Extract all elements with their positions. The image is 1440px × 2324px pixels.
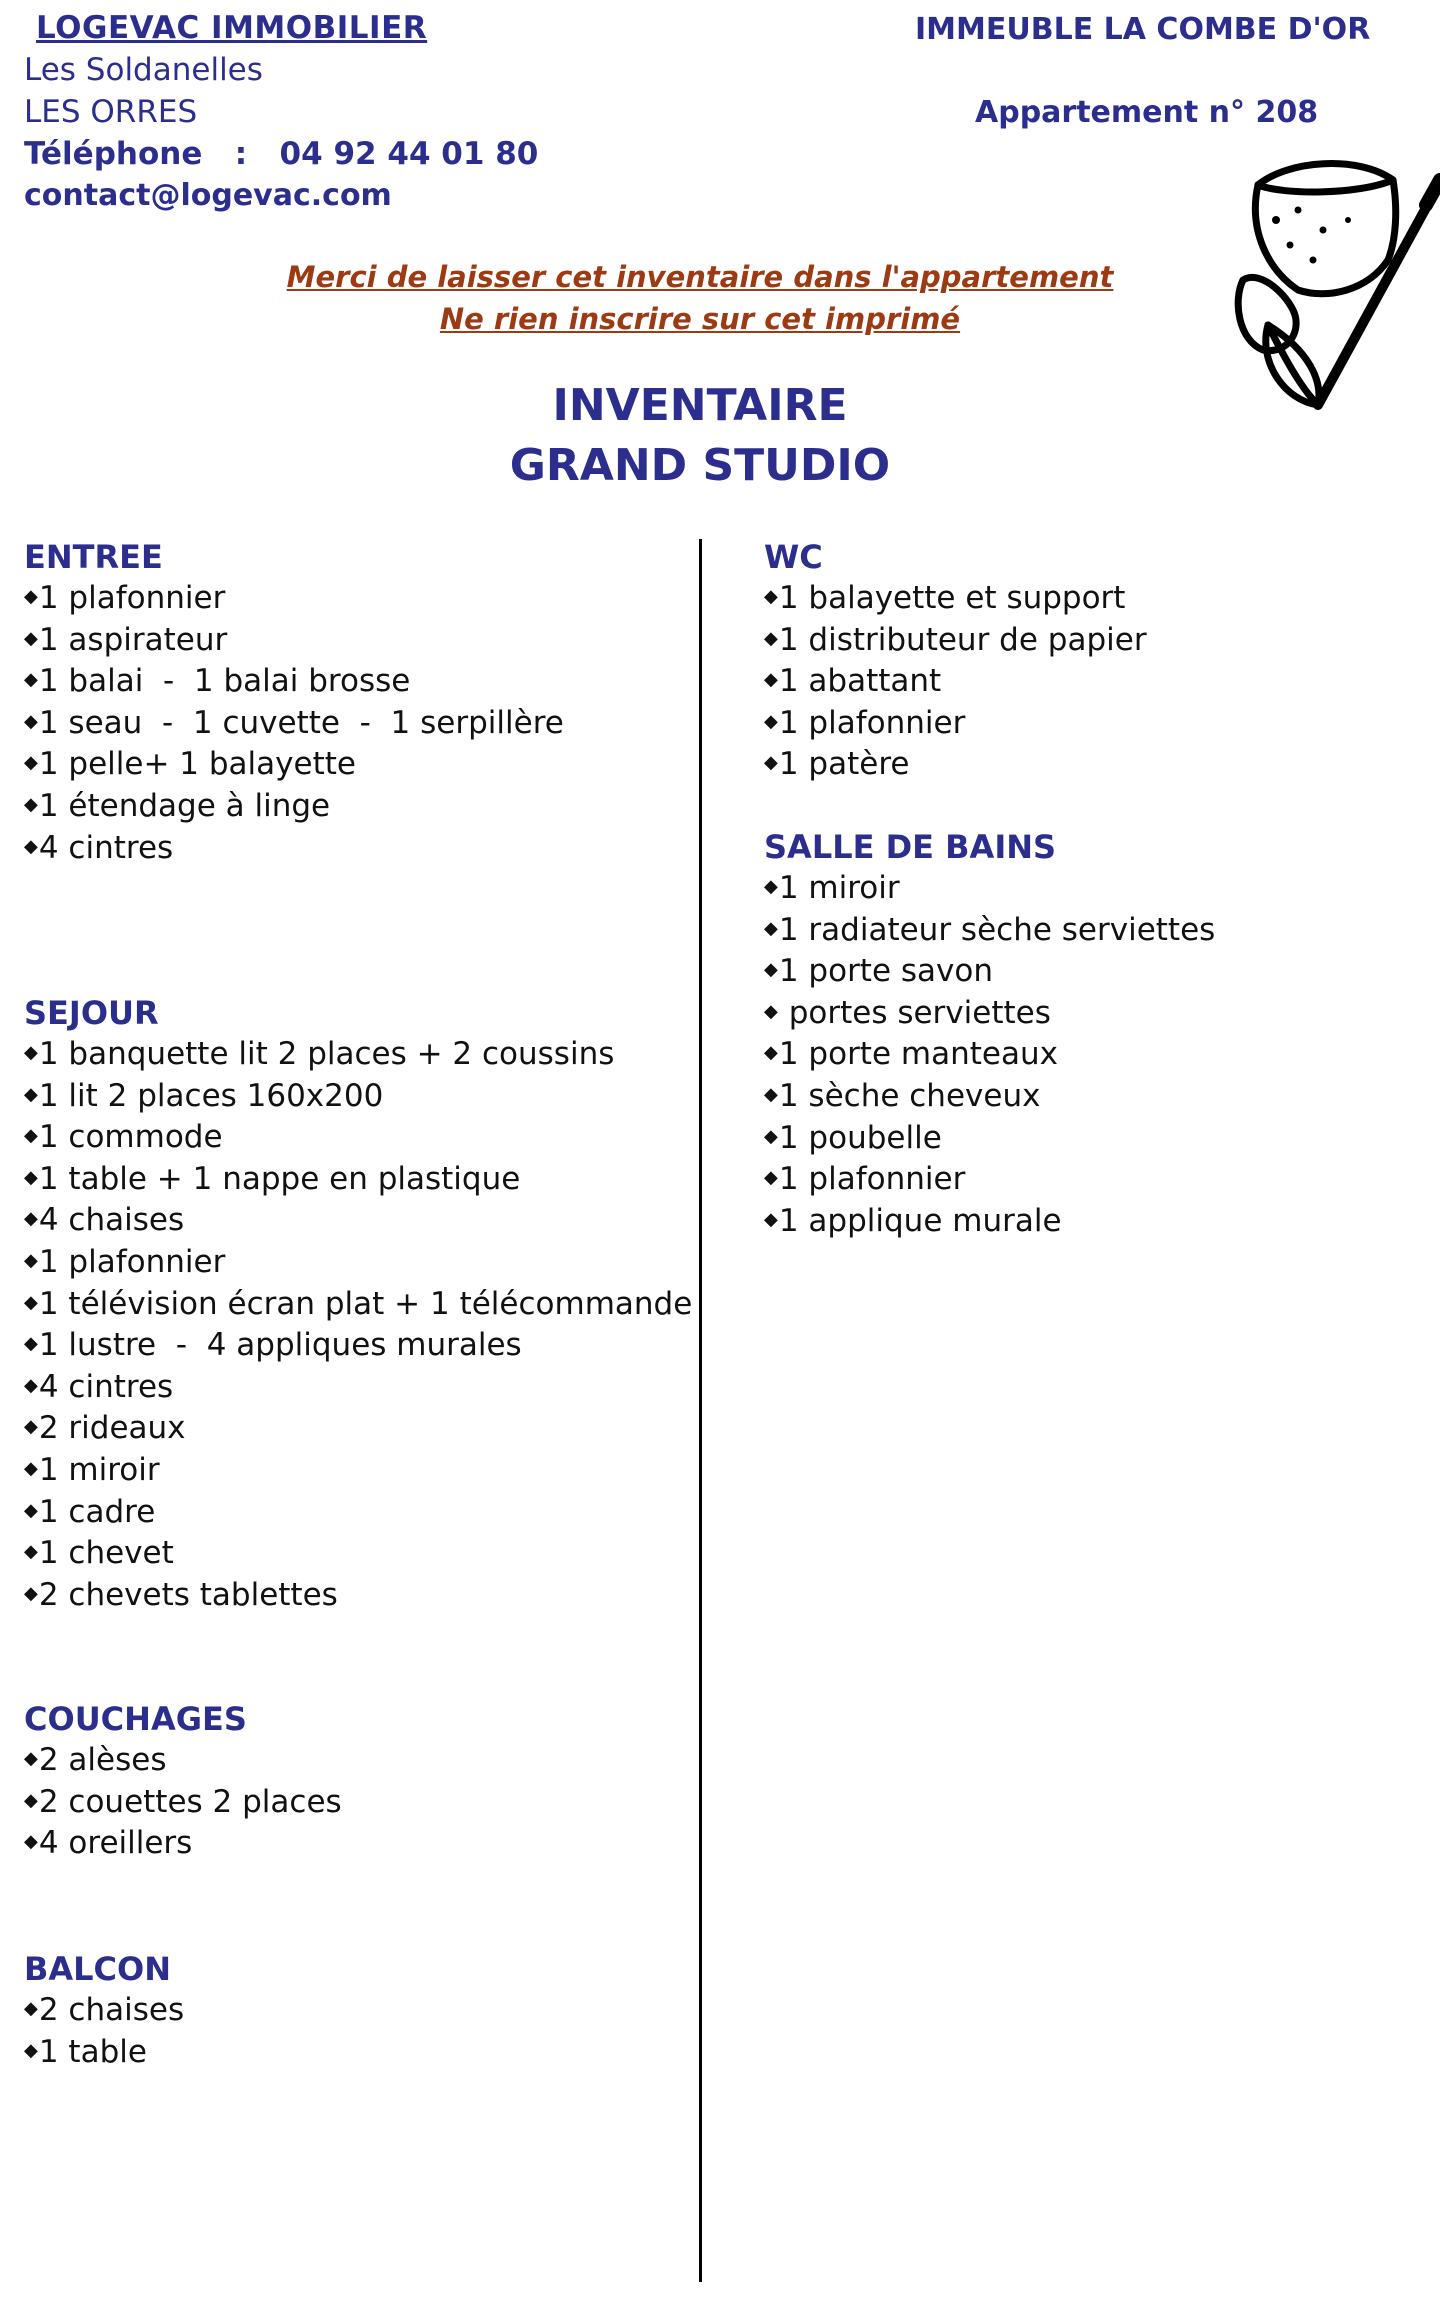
list-item (764, 742, 1147, 784)
bullet-icon: ◆ (24, 1208, 38, 1230)
list-item (764, 908, 1215, 950)
list-item-text: 1 commode (38, 1119, 223, 1156)
bullet-icon: ◆ (24, 835, 38, 857)
section-couchages (24, 1700, 342, 1863)
title-inventaire: INVENTAIRE (552, 380, 848, 431)
list-item (24, 1780, 342, 1822)
list-item-text: 1 patère (778, 746, 910, 783)
list-item-text: 1 porte manteaux (778, 1036, 1058, 1073)
phone-number: Téléphone : 04 92 44 01 80 (24, 136, 539, 172)
bullet-icon: ◆ (764, 959, 778, 981)
apartment-number: Appartement n° 208 (975, 95, 1319, 130)
list-item-text: 2 alèses (38, 1742, 167, 1778)
bullet-icon: ◆ (764, 1000, 778, 1022)
bullet-icon: ◆ (764, 1083, 778, 1105)
list-item-text: 1 balayette et support (778, 580, 1126, 616)
list-item-text: 2 couettes 2 places (38, 1783, 342, 1820)
bullet-icon: ◆ (764, 1042, 778, 1064)
list-item-text: 1 balai - 1 balai brosse (38, 663, 411, 700)
bullet-icon: ◆ (764, 669, 778, 691)
bullet-icon: ◆ (764, 1167, 778, 1189)
list-item-text: 1 étendage à linge (38, 787, 331, 824)
bullet-icon: ◆ (24, 1748, 38, 1769)
address-line-2: LES ORRES (24, 94, 198, 130)
bullet-icon: ◆ (24, 1249, 38, 1271)
list-item-text: 1 plafonnier (38, 1243, 226, 1280)
email-address: contact@logevac.com (24, 178, 392, 213)
bullet-icon: ◆ (24, 1582, 38, 1604)
bullet-icon: ◆ (764, 1125, 778, 1147)
list-item-text: 4 cintres (38, 1368, 174, 1405)
list-item-text: 4 oreillers (38, 1825, 193, 1862)
bullet-icon: ◆ (24, 669, 38, 691)
list-item-text: 1 applique murale (778, 1202, 1062, 1239)
list-item (764, 1199, 1215, 1241)
bullet-icon: ◆ (764, 586, 778, 607)
list-item (24, 1115, 692, 1157)
bullet-icon: ◆ (24, 1083, 38, 1105)
section-title-salle-de-bains: SALLE DE BAINS (764, 828, 1057, 866)
list-item (24, 1157, 692, 1199)
list-item-text: 1 porte savon (778, 953, 993, 990)
bullet-icon: ◆ (764, 752, 778, 774)
bullet-icon: ◆ (24, 1831, 38, 1853)
list-item-text: 1 table + 1 nappe en plastique (38, 1160, 521, 1197)
section-wc (764, 538, 1147, 784)
list-item-text: 1 abattant (778, 663, 942, 700)
list-item (24, 2030, 184, 2072)
list-item (24, 1490, 692, 1532)
list-item (764, 1116, 1215, 1158)
list-item (24, 1406, 692, 1448)
list-item (24, 1240, 692, 1282)
list-item-text: portes serviettes (778, 994, 1051, 1031)
list-item (764, 1157, 1215, 1199)
bullet-icon: ◆ (24, 1499, 38, 1521)
list-item-text: 1 distributeur de papier (778, 621, 1147, 658)
list-item-text: 1 plafonnier (38, 580, 226, 616)
bullet-icon: ◆ (24, 1416, 38, 1438)
list-item (24, 576, 564, 618)
bullet-icon: ◆ (24, 1125, 38, 1147)
bullet-icon: ◆ (24, 1789, 38, 1811)
list-item (24, 1531, 692, 1573)
list-item (24, 1282, 692, 1324)
list-item-text: 1 table (38, 2033, 147, 2070)
list-item (24, 1448, 692, 1490)
notice-line-1: Merci de laisser cet inventaire dans l'appartement (286, 260, 1114, 294)
list-item-text: 4 cintres (38, 829, 174, 866)
list-item (764, 866, 1215, 908)
bullet-icon: ◆ (24, 1998, 38, 2019)
section-title-entree: ENTREE (24, 538, 163, 576)
list-item (24, 826, 564, 868)
list-item-text: 1 aspirateur (38, 621, 228, 658)
bullet-icon: ◆ (24, 793, 38, 815)
list-item-text: 4 chaises (38, 1202, 185, 1239)
section-entree (24, 538, 564, 867)
list-item-text: 2 chevets tablettes (38, 1576, 338, 1613)
list-item (764, 659, 1147, 701)
list-item (764, 1074, 1215, 1116)
bullet-icon: ◆ (24, 586, 38, 607)
title-grand-studio: GRAND STUDIO (509, 440, 891, 491)
list-item (24, 1032, 692, 1074)
bullet-icon: ◆ (24, 1457, 38, 1479)
list-item (24, 784, 564, 826)
list-item (24, 1738, 342, 1780)
bullet-icon: ◆ (764, 876, 778, 897)
section-title-balcon: BALCON (24, 1950, 172, 1988)
list-item (24, 1198, 692, 1240)
list-item (24, 1988, 184, 2030)
section-sejour (24, 994, 692, 1614)
bullet-icon: ◆ (24, 1042, 38, 1063)
list-item (24, 1821, 342, 1863)
list-item (24, 742, 564, 784)
bullet-icon: ◆ (24, 752, 38, 774)
section-balcon (24, 1950, 184, 2071)
bullet-icon: ◆ (764, 627, 778, 649)
list-item-text: 1 banquette lit 2 places + 2 coussins (38, 1036, 615, 1072)
bullet-icon: ◆ (24, 1374, 38, 1396)
address-line-1: Les Soldanelles (24, 52, 263, 88)
list-item-text: 2 rideaux (38, 1410, 186, 1447)
bullet-icon: ◆ (24, 710, 38, 732)
list-item (24, 701, 564, 743)
list-item (764, 618, 1147, 660)
list-item-text: 1 sèche cheveux (778, 1077, 1041, 1114)
list-item-text: 1 seau - 1 cuvette - 1 serpillère (38, 704, 564, 741)
notice-line-2: Ne rien inscrire sur cet imprimé (439, 302, 961, 336)
section-title-sejour: SEJOUR (24, 994, 159, 1032)
bullet-icon: ◆ (24, 1291, 38, 1313)
section-title-couchages: COUCHAGES (24, 1700, 247, 1738)
list-item-text: 1 lit 2 places 160x200 (38, 1077, 384, 1114)
list-item (764, 991, 1215, 1033)
list-item (24, 1573, 692, 1615)
list-item (764, 1032, 1215, 1074)
column-divider (699, 539, 702, 2282)
section-salle-de-bains (764, 828, 1215, 1240)
list-item (764, 701, 1147, 743)
list-item-text: 1 plafonnier (778, 704, 966, 741)
building-name: IMMEUBLE LA COMBE D'OR (915, 12, 1371, 47)
bullet-icon: ◆ (24, 2039, 38, 2061)
bullet-icon: ◆ (764, 710, 778, 732)
list-item-text: 1 lustre - 4 appliques murales (38, 1327, 522, 1364)
list-item-text: 1 télévision écran plat + 1 télécommande (38, 1285, 693, 1322)
list-item-text: 1 pelle+ 1 balayette (38, 746, 356, 783)
list-item-text: 1 radiateur sèche serviettes (778, 911, 1216, 948)
list-item (24, 1323, 692, 1365)
bullet-icon: ◆ (764, 917, 778, 939)
list-item (24, 1074, 692, 1116)
bullet-icon: ◆ (24, 1541, 38, 1563)
list-item-text: 1 plafonnier (778, 1161, 966, 1198)
list-item (764, 949, 1215, 991)
list-item (24, 1365, 692, 1407)
section-title-wc: WC (764, 538, 823, 576)
list-item-text: 1 miroir (38, 1451, 160, 1488)
bullet-icon: ◆ (24, 1333, 38, 1355)
list-item (764, 576, 1147, 618)
list-item-text: 1 miroir (778, 870, 900, 906)
bullet-icon: ◆ (24, 1166, 38, 1188)
company-name: LOGEVAC IMMOBILIER (36, 10, 428, 46)
bullet-icon: ◆ (24, 627, 38, 649)
list-item-text: 1 chevet (38, 1535, 174, 1572)
bullet-icon: ◆ (764, 1208, 778, 1230)
list-item (24, 659, 564, 701)
list-item-text: 2 chaises (38, 1992, 185, 2028)
list-item-text: 1 poubelle (778, 1119, 942, 1156)
list-item (24, 618, 564, 660)
list-item-text: 1 cadre (38, 1493, 156, 1530)
